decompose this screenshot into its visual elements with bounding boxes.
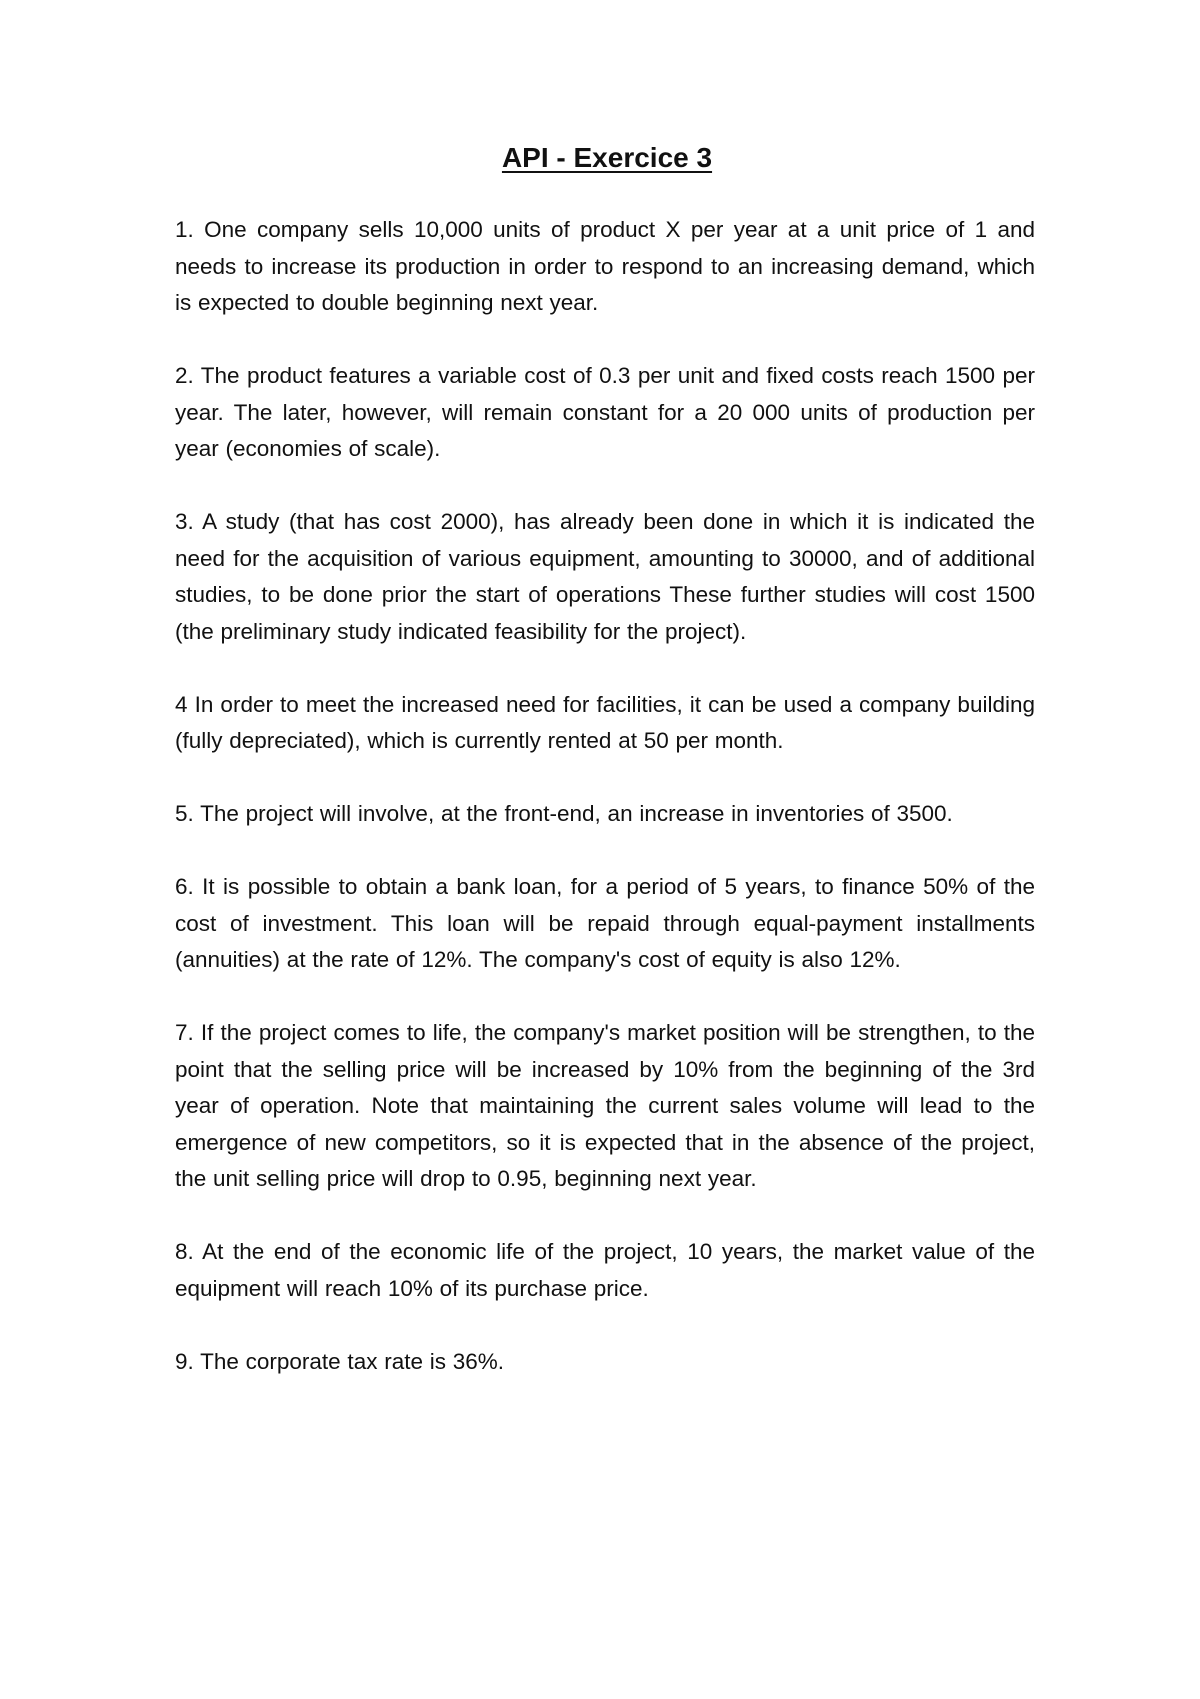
paragraph-1: 1. One company sells 10,000 units of product X per year at a unit price of 1 and needs to increase its production in order to respond to an increasing demand, which is expected to double beginning next year. <box>175 217 1035 315</box>
paragraph-9: 9. The corporate tax rate is 36%. <box>175 1348 505 1374</box>
paragraph-2: 2. The product features a variable cost of 0.3 per unit and fixed costs reach 1500 per year. The later, however, will remain constant for a 20 000 units of production per year (economies of scale). <box>175 363 1035 461</box>
paragraph-3: 3. A study (that has cost 2000), has already been done in which it is indicated the need for the acquisition of various equipment, amounting to 30000, and of additional studies, to be done prior the start of operations These further studies will cost 1500 (the preliminary study indicated feasibility for the project). <box>175 509 1035 644</box>
paragraph-6: 6. It is possible to obtain a bank loan, for a period of 5 years, to finance 50% of the cost of investment. This loan will be repaid through equal-payment installments (annuities) at the rate of 12%. The company's cost of equity is also 12%. <box>175 874 1035 972</box>
document-title <box>0 140 1200 176</box>
paragraph-5: 5. The project will involve, at the front-end, an increase in inventories of 3500. <box>175 801 953 826</box>
document-title-text: API - Exercice 3 <box>501 142 713 173</box>
paragraph-7: 7. If the project comes to life, the company's market position will be strengthen, to the point that the selling price will be increased by 10% from the beginning of the 3rd year of operation. Note that maintaining the current sales volume will lead to the emergence of new competitors, so it is expected that in the absence of the project, the unit selling price will drop to 0.95, beginning next year. <box>175 1020 1035 1191</box>
paragraph-8: 8. At the end of the economic life of the project, 10 years, the market value of the equipment will reach 10% of its purchase price. <box>175 1239 1035 1301</box>
document-body <box>175 212 1035 1417</box>
paragraph-4: 4 In order to meet the increased need for facilities, it can be used a company building (fully depreciated), which is currently rented at 50 per month. <box>175 691 1035 753</box>
